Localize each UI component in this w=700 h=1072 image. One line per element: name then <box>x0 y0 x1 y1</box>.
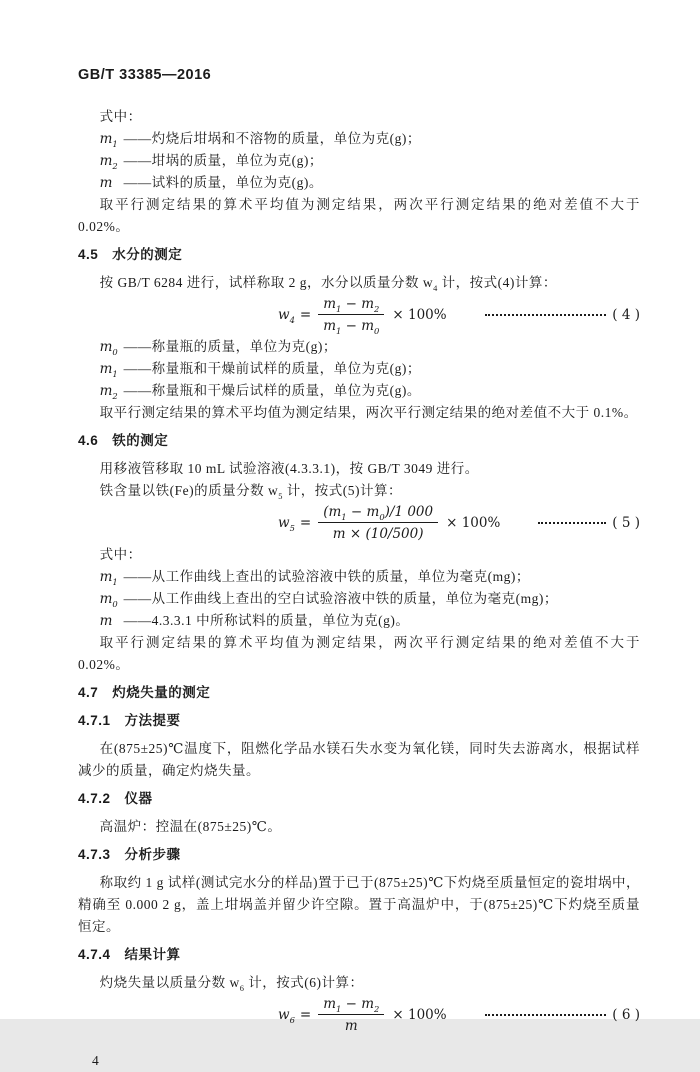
definition-item <box>78 566 640 588</box>
definition-term: $m_1$ <box>99 361 118 379</box>
definition-term: $m_0$ <box>99 591 118 609</box>
section-title: 水分的测定 <box>112 247 183 262</box>
definition-list <box>78 566 640 632</box>
definition-term: $m_1$ <box>99 569 118 587</box>
definition-item <box>78 358 640 380</box>
fraction-denominator: $m_1 - m_0$ <box>323 318 380 336</box>
section-number: 4.7.3 <box>78 847 111 862</box>
section-title: 仪器 <box>124 791 153 806</box>
page-number: 4 <box>92 1053 100 1068</box>
definition-term: $m_2$ <box>99 383 118 401</box>
section-heading-4-7-3 <box>78 844 640 866</box>
equation-number: ( 4 ) <box>612 307 640 323</box>
paragraph: 称取约 1 g 试样(测试完水分的样品)置于已于(875±25)℃下灼烧至质量恒定的瓷坩埚中，精确至 0.000 2 g，盖上坩埚盖并留少许空隙。置于高温炉中，于(875±25)℃下灼烧至质量恒定。 <box>78 875 640 934</box>
fraction-numerator: $m_1 - m_2$ <box>318 295 384 315</box>
definition-desc: ——从工作曲线上查出的试验溶液中铁的质量，单位为毫克(mg)； <box>123 569 530 584</box>
multiplier: × 100% <box>392 1007 447 1023</box>
definition-desc: ——灼烧后坩埚和不溶物的质量，单位为克(g)； <box>123 131 421 146</box>
definition-desc: ——从工作曲线上查出的空白试验溶液中铁的质量，单位为毫克(mg)； <box>123 591 558 606</box>
section-heading-4-6 <box>78 430 640 452</box>
definition-item <box>78 336 640 358</box>
formula <box>278 503 500 543</box>
definition-desc: ——称量瓶和干燥后试样的质量，单位为克(g)。 <box>123 383 421 398</box>
section-heading-4-5 <box>78 244 640 266</box>
formula-intro: 灼烧失量以质量分数 $w_6$ 计，按式(6)计算： <box>99 975 364 993</box>
definition-term: m <box>99 175 113 191</box>
definition-item <box>78 150 640 172</box>
equation-number: ( 6 ) <box>612 1007 640 1023</box>
equation-6 <box>78 994 640 1036</box>
where-clause: 式中： <box>99 547 142 562</box>
formula <box>278 995 447 1035</box>
definition-desc: ——试料的质量，单位为克(g)。 <box>123 175 323 190</box>
formula-intro: 铁含量以铁(Fe)的质量分数 $w_5$ 计，按式(5)计算： <box>99 483 403 501</box>
definition-item <box>78 380 640 402</box>
where-clause: 式中： <box>99 109 142 124</box>
standard-number-header: GB/T 33385—2016 <box>78 67 212 83</box>
definition-term: $m_1$ <box>99 131 118 149</box>
section-title: 方法提要 <box>124 713 181 728</box>
section-number: 4.7 <box>78 685 99 700</box>
paragraph: 高温炉：控温在(875±25)℃。 <box>99 819 282 834</box>
definition-desc: ——称量瓶和干燥前试样的质量，单位为克(g)； <box>123 361 421 376</box>
definition-item <box>78 610 640 632</box>
section-title: 灼烧失量的测定 <box>112 685 211 700</box>
definition-term: $m_2$ <box>99 153 118 171</box>
precision-note: 取平行测定结果的算术平均值为测定结果，两次平行测定结果的绝对差值不大于 0.02%。 <box>78 197 640 234</box>
equation-5 <box>78 502 640 544</box>
formula-intro: 按 GB/T 6284 进行，试样称取 2 g，水分以质量分数 $w_4$ 计，按式(4)计算： <box>99 275 557 293</box>
fraction <box>318 995 384 1035</box>
formula-lhs: $w_4$ <box>278 307 295 325</box>
definition-list <box>78 128 640 194</box>
section-number: 4.5 <box>78 247 99 262</box>
definition-term: m <box>99 613 113 629</box>
equals-sign: = <box>299 307 312 323</box>
multiplier: × 100% <box>446 515 501 531</box>
fraction-denominator: m <box>344 1018 358 1034</box>
section-number: 4.7.4 <box>78 947 111 962</box>
section-number: 4.6 <box>78 433 99 448</box>
paragraph: 在(875±25)℃温度下，阻燃化学品水镁石失水变为氧化镁，同时失去游离水，根据试样减少的质量，确定灼烧失量。 <box>78 741 640 778</box>
precision-note: 取平行测定结果的算术平均值为测定结果，两次平行测定结果的绝对差值不大于 0.02%。 <box>78 635 640 672</box>
equation-number: ( 5 ) <box>612 515 640 531</box>
formula-lhs: $w_5$ <box>278 515 295 533</box>
section-heading-4-7-2 <box>78 788 640 810</box>
fraction-numerator: $(m_1 - m_0)/1$ 000 <box>318 503 438 523</box>
paragraph: 用移液管移取 10 mL 试验溶液(4.3.3.1)，按 GB/T 3049 进行。 <box>99 461 479 476</box>
formula <box>278 295 447 335</box>
precision-note: 取平行测定结果的算术平均值为测定结果，两次平行测定结果的绝对差值不大于 0.1%。 <box>99 405 638 420</box>
dotted-leader <box>538 522 606 524</box>
section-heading-4-7-4 <box>78 944 640 966</box>
definition-item <box>78 172 640 194</box>
section-heading-4-7 <box>78 682 640 704</box>
equation-4 <box>78 294 640 336</box>
definition-desc: ——称量瓶的质量，单位为克(g)； <box>123 339 337 354</box>
fraction-denominator: m × (10/500) <box>332 526 424 542</box>
dotted-leader <box>485 314 607 316</box>
section-number: 4.7.1 <box>78 713 111 728</box>
formula-lhs: $w_6$ <box>278 1007 295 1025</box>
section-title: 结果计算 <box>124 947 181 962</box>
section-heading-4-7-1 <box>78 710 640 732</box>
equals-sign: = <box>299 515 312 531</box>
definition-desc: ——坩埚的质量，单位为克(g)； <box>123 153 323 168</box>
multiplier: × 100% <box>392 307 447 323</box>
definition-item <box>78 128 640 150</box>
section-number: 4.7.2 <box>78 791 111 806</box>
equals-sign: = <box>299 1007 312 1023</box>
fraction <box>318 503 438 543</box>
definition-desc: ——4.3.3.1 中所称试料的质量，单位为克(g)。 <box>123 613 410 628</box>
definition-item <box>78 588 640 610</box>
fraction-numerator: $m_1 - m_2$ <box>318 995 384 1015</box>
definition-list <box>78 336 640 402</box>
dotted-leader <box>485 1014 607 1016</box>
fraction <box>318 295 384 335</box>
section-title: 分析步骤 <box>124 847 181 862</box>
definition-term: $m_0$ <box>99 339 118 357</box>
section-title: 铁的测定 <box>112 433 169 448</box>
